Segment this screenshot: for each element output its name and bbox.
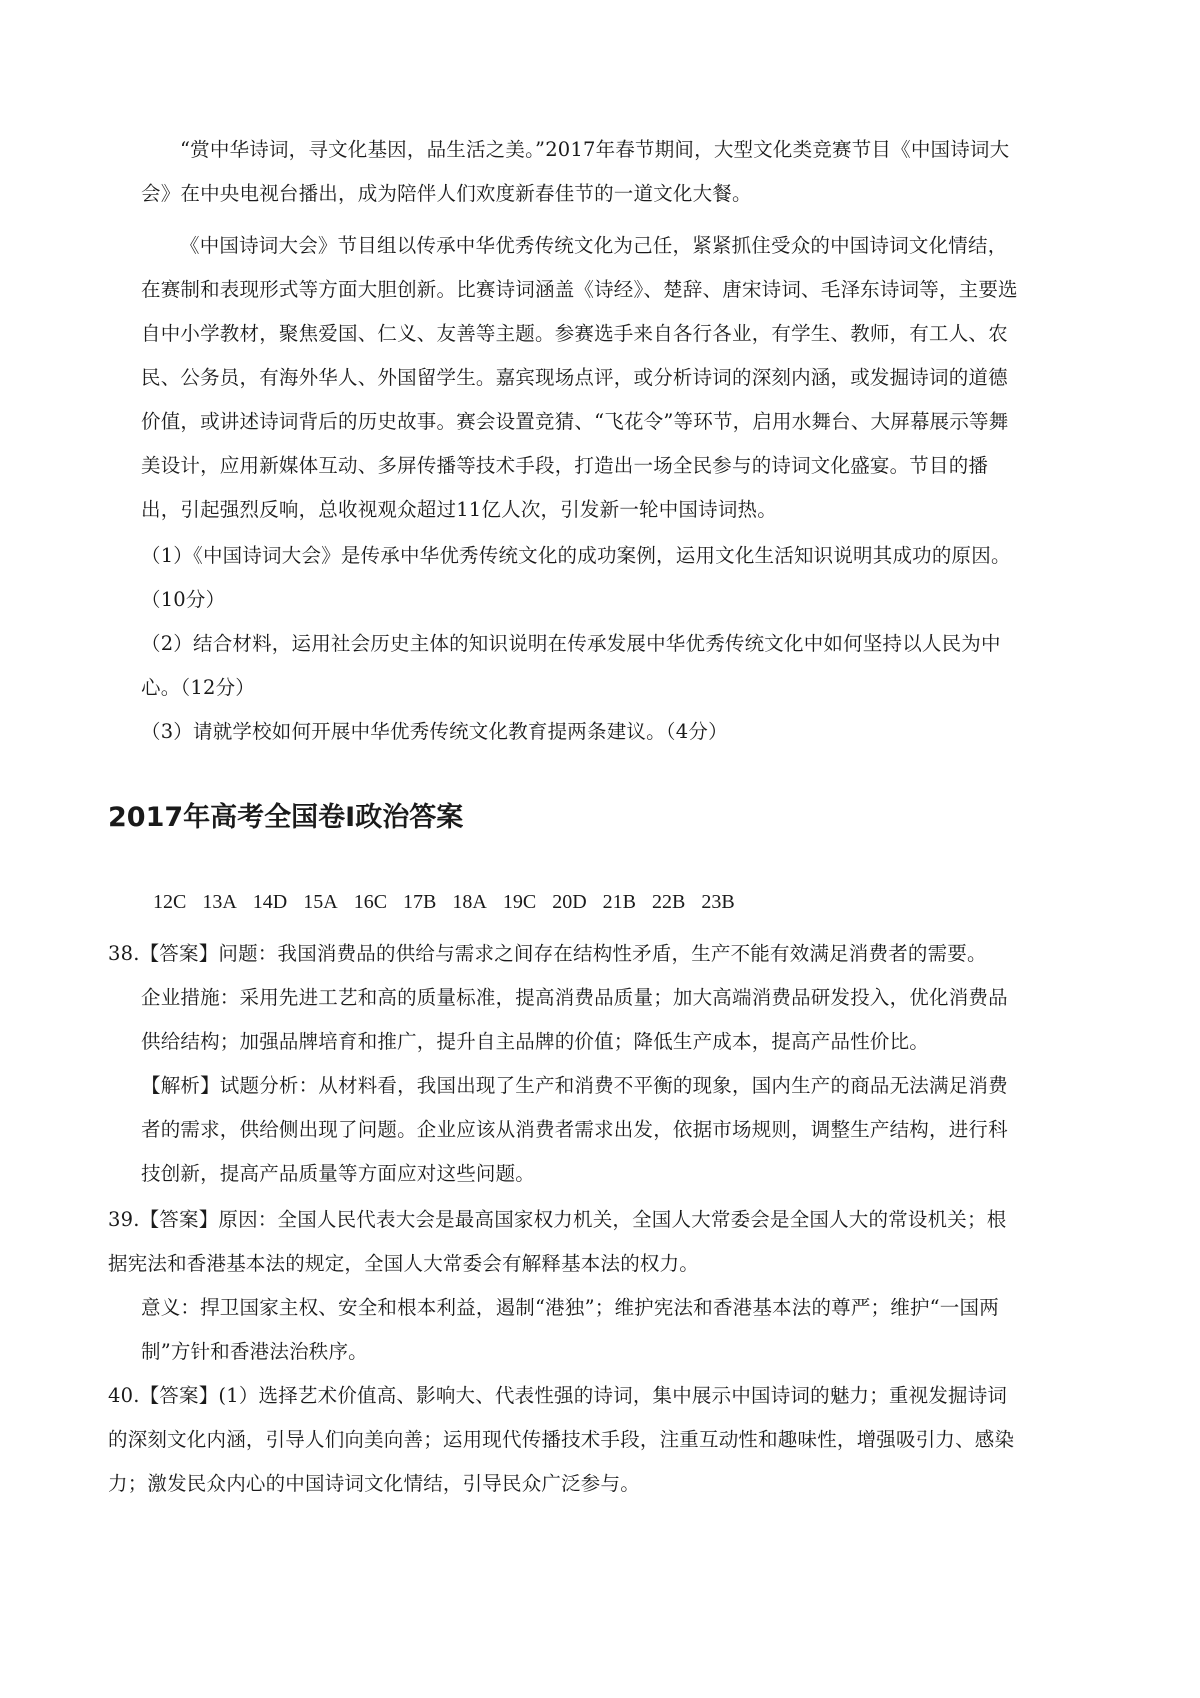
answer-38-measures: 企业措施：采用先进工艺和高的质量标准，提高消费品质量；加大高端消费品研发投入，优化消费品供给结构；加强品牌培育和推广，提升自主品牌的价值；降低生产成本，提高产品性价比。 — [141, 986, 1008, 1053]
choice-answer: 20D — [552, 891, 587, 913]
answer-39-meaning: 意义：捍卫国家主权、安全和根本利益，遏制“港独”；维护宪法和香港基本法的尊严；维护“一国两制”方针和香港法治秩序。 — [141, 1296, 999, 1363]
material-paragraph-2: 《中国诗词大会》节目组以传承中华优秀传统文化为己任，紧紧抓住受众的中国诗词文化情结，在赛制和表现形式等方面大胆创新。比赛诗词涵盖《诗经》、楚辞、唐宋诗词、毛泽东诗词等，主要选自中小学教材，聚焦爱国、仁义、友善等主题。参赛选手来自各行各业，有学生、教师，有工人、农民、公务员，有海外华人、外国留学生。嘉宾现场点评，或分析诗词的深刻内涵，或发掘诗词的道德价值，或讲述诗词背后的历史故事。赛会设置竞猜、“飞花令”等环节，启用水舞台、大屏幕展示等舞美设计，应用新媒体互动、多屏传播等技术手段，打造出一场全民参与的诗词文化盛宴。节目的播出，引起强烈反响，总收视观众超过11亿人次，引发新一轮中国诗词热。 — [141, 234, 1018, 521]
choice-answer: 23B — [701, 891, 735, 913]
question-3: （3）请就学校如何开展中华优秀传统文化教育提两条建议。（4分） — [141, 720, 728, 743]
answer-40-part1: 40.【答案】(1）选择艺术价值高、影响大、代表性强的诗词，集中展示中国诗词的魅力；重视发掘诗词的深刻文化内涵，引导人们向美向善；运用现代传播技术手段，注重互动性和趣味性，增强吸引力、感染力；激发民众内心的中国诗词文化情结，引导民众广泛参与。 — [108, 1384, 1015, 1495]
question-2: （2）结合材料，运用社会历史主体的知识说明在传承发展中华优秀传统文化中如何坚持以人民为中心。（12分） — [141, 632, 1001, 699]
answer-heading: 2017年高考全国卷Ⅰ政治答案 — [108, 802, 464, 833]
choice-answer: 22B — [651, 891, 686, 913]
answer-38-analysis: 【解析】试题分析：从材料看，我国出现了生产和消费不平衡的现象，国内生产的商品无法满足消费者的需求，供给侧出现了问题。企业应该从消费者需求出发，依据市场规则，调整生产结构，进行科技创新，提高产品质量等方面应对这些问题。 — [141, 1074, 1008, 1185]
choice-answer: 21B — [602, 891, 636, 913]
choice-answers — [153, 888, 751, 916]
choice-answer: 12C — [153, 891, 187, 913]
choice-answer: 15A — [303, 891, 338, 913]
choice-answer: 19C — [502, 891, 537, 913]
choice-answer: 16C — [353, 891, 388, 913]
answer-39-reason: 39.【答案】原因：全国人民代表大会是最高国家权力机关，全国人大常委会是全国人大的常设机关；根据宪法和香港基本法的规定，全国人大常委会有解释基本法的权力。 — [108, 1208, 1007, 1275]
material-paragraph-1: “赏中华诗词，寻文化基因，品生活之美。”2017年春节期间，大型文化类竞赛节目《中国诗词大会》在中央电视台播出，成为陪伴人们欢度新春佳节的一道文化大餐。 — [141, 138, 1010, 205]
answer-38-problem: 38.【答案】问题：我国消费品的供给与需求之间存在结构性矛盾，生产不能有效满足消费者的需要。 — [108, 942, 987, 965]
choice-answer: 14D — [252, 891, 288, 913]
choice-answer: 17B — [403, 891, 437, 913]
question-1: （1）《中国诗词大会》是传承中华优秀传统文化的成功案例，运用文化生活知识说明其成功的原因。（10分） — [141, 544, 1011, 611]
choice-answer: 13A — [202, 891, 237, 913]
choice-answer: 18A — [452, 891, 487, 913]
